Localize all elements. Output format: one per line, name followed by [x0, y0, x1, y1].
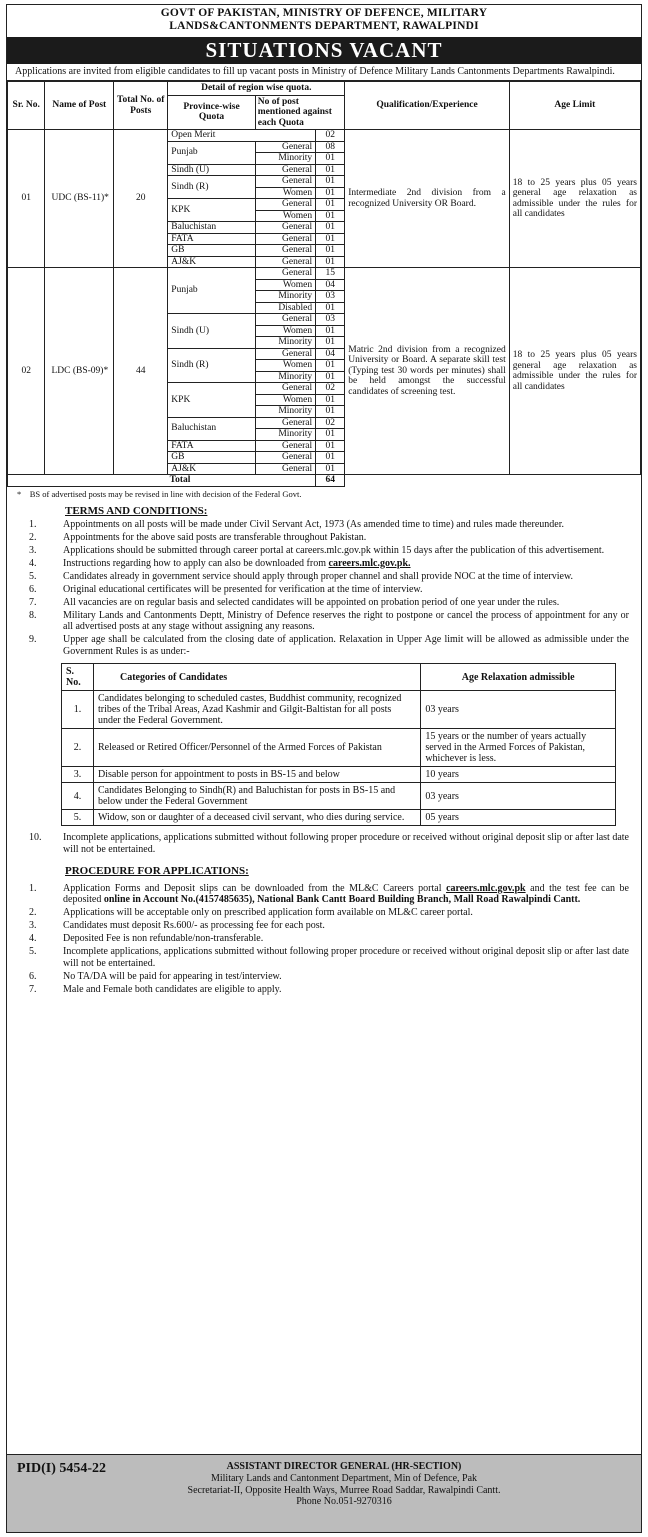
quota-type: General [255, 348, 315, 360]
quota-count: 01 [316, 245, 345, 257]
quota-count: 01 [316, 360, 345, 372]
terms-item-number: 7. [29, 596, 37, 608]
province-name: KPK [168, 199, 255, 222]
asterisk: * [17, 488, 30, 499]
procedure-title: PROCEDURE FOR APPLICATIONS: [65, 864, 249, 877]
header-post: Name of Post [45, 82, 114, 130]
terms-item-text: Upper age shall be calculated from the closing date of application. Relaxation in Upper Age limit will be allowed as admissible under the Government Rules is as under:- [63, 634, 629, 657]
quota-count: 01 [316, 210, 345, 222]
post-age-limit: 18 to 25 years plus 05 years general age relaxation as admissible under the rules for all candidates [509, 268, 640, 475]
terms-item [29, 634, 629, 657]
terms-item-text: Applications should be submitted through career portal at careers.mlc.gov.pk within 15 days after the publication of this advertisement. [63, 544, 605, 556]
procedure-item-text: Male and Female both candidates are eligible to apply. [63, 983, 282, 995]
quota-type: Minority [255, 406, 315, 418]
post-total: 44 [114, 268, 168, 475]
terms-item [29, 557, 629, 570]
province-name: FATA [168, 440, 255, 452]
post-age-limit: 18 to 25 years plus 05 years general age relaxation as admissible under the rules for all candidates [509, 130, 640, 268]
footnote [7, 487, 641, 501]
quota-type: Minority [255, 291, 315, 303]
terms-item-text: Instructions regarding how to apply can also be downloaded from [63, 557, 326, 569]
total-value: 64 [316, 475, 345, 487]
terms-item [29, 531, 629, 544]
post-qualification: Intermediate 2nd division from a recognized University OR Board. [345, 130, 509, 268]
terms-item-text: Incomplete applications, applications submitted without following proper procedure or received without original deposit slip or after last date will not be entertained. [63, 832, 629, 855]
quota-row [8, 130, 641, 142]
relaxation-category: Released or Retired Officer/Personnel of the Armed Forces of Pakistan [93, 729, 420, 767]
footer-line1: Military Lands and Cantonment Department, Min of Defence, Pak [210, 1472, 478, 1484]
procedure-list [7, 883, 641, 996]
quota-count: 01 [316, 337, 345, 349]
terms-item-text: Appointments on all posts will be made under Civil Servant Act, 1973 (As amended time to time) and rules made thereunder. [63, 518, 565, 530]
quota-type: Minority [255, 429, 315, 441]
terms-item-text: All vacancies are on regular basis and selected candidates will be appointed on probation period of one year under the rules. [63, 596, 560, 608]
quota-type: General [255, 440, 315, 452]
procedure-item-number: 5. [29, 946, 37, 957]
province-name: Open Merit [168, 130, 316, 142]
relaxation-category: Candidates belonging to scheduled castes, Buddhist community, recognized tribes of the Tribal Areas, Azad Kashmir and Gilgit-Baltistan for all posts under the Federal Government. [93, 691, 420, 729]
procedure-item [29, 933, 629, 945]
terms-item-number: 1. [29, 518, 37, 530]
quota-count: 03 [316, 314, 345, 326]
quota-count: 01 [316, 325, 345, 337]
quota-type: Women [255, 394, 315, 406]
terms-title: TERMS AND CONDITIONS: [65, 504, 208, 517]
quota-count: 02 [316, 130, 345, 142]
quota-count: 15 [316, 268, 345, 280]
quota-type: General [255, 268, 315, 280]
header-line2: LANDS&CANTONMENTS DEPARTMENT, RAWALPINDI [169, 20, 479, 32]
quota-count: 02 [316, 383, 345, 395]
banner-title: SITUATIONS VACANT [7, 37, 641, 64]
province-name: Baluchistan [168, 417, 255, 440]
terms-item-number: 9. [29, 634, 37, 645]
terms-list-continued [7, 832, 641, 855]
relaxation-age: 05 years [421, 810, 616, 826]
vacancy-table [7, 81, 641, 487]
procedure-item [29, 946, 629, 969]
terms-item-number: 10. [29, 832, 42, 843]
quota-type: General [255, 314, 315, 326]
procedure-item1-pre: Application Forms and Deposit slips can be downloaded from the ML&C Careers portal [63, 882, 442, 894]
quota-count: 01 [316, 406, 345, 418]
quota-count: 01 [316, 233, 345, 245]
province-name: Sindh (U) [168, 314, 255, 349]
relaxation-age: 03 years [421, 783, 616, 810]
footer-title: ASSISTANT DIRECTOR GENERAL (HR-SECTION) [226, 1461, 462, 1472]
province-name: Baluchistan [168, 222, 255, 234]
advertisement-frame [6, 4, 642, 1533]
header-no-of-posts: No of post mentioned against each Quota [255, 95, 345, 130]
post-qualification: Matric 2nd division from a recognized University or Board. A separate skill test (Typing test 30 words per minutes) shall be held amongst the successful candidates of screening test. [345, 268, 509, 475]
post-total: 20 [114, 130, 168, 268]
province-name: Punjab [168, 141, 255, 164]
relaxation-age: 15 years or the number of years actually served in the Armed Forces of Pakistan, whichever is less. [421, 729, 616, 767]
procedure-item [29, 970, 629, 983]
header [7, 5, 641, 33]
terms-item-number: 2. [29, 531, 37, 543]
province-name: AJ&K [168, 256, 255, 268]
quota-type: General [255, 256, 315, 268]
footer-line2: Secretariat-II, Opposite Health Ways, Murree Road Saddar, Rawalpindi Cantt. [187, 1484, 501, 1496]
relaxation-row [62, 783, 616, 810]
procedure-item [29, 907, 629, 919]
relaxation-row [62, 810, 616, 826]
terms-item-number: 3. [29, 544, 37, 556]
quota-type: General [255, 383, 315, 395]
footnote-text: BS of advertised posts may be revised in line with decision of the Federal Govt. [29, 488, 302, 499]
procedure-item-number: 2. [29, 907, 37, 918]
post-name: UDC (BS-11)* [45, 130, 114, 268]
quota-type: General [255, 463, 315, 475]
bank-account-details: online in Account No.(4157485635), National Bank Cantt Board Building Branch, Mall Road Rawalpindi Cantt. [103, 894, 581, 905]
quota-type: Women [255, 210, 315, 222]
terms-item-text: Original educational certificates will be presented for verification at the time of interview. [63, 583, 423, 595]
relaxation-sno: 1. [62, 691, 94, 729]
quota-type: General [255, 452, 315, 464]
relaxation-sno: 3. [62, 767, 94, 783]
terms-item [29, 570, 629, 583]
quota-count: 01 [316, 429, 345, 441]
header-sr: Sr. No. [8, 82, 45, 130]
total-label: Total [8, 475, 316, 487]
procedure-item-1: 1. Application Forms and Deposit slips can be downloaded from the ML&C Careers portal careers.mlc.gov.pk and the test fee can be deposited online in Account No.(4157485635), National Bank Cantt Board Building Branch, Mall Road Rawalpindi Cantt. [29, 882, 630, 905]
quota-type: Minority [255, 371, 315, 383]
terms-item-number: 6. [29, 583, 37, 595]
province-name: Punjab [168, 268, 255, 314]
quota-count: 01 [316, 371, 345, 383]
procedure-item [29, 920, 629, 932]
quota-count: 01 [316, 222, 345, 234]
terms-item [29, 544, 629, 557]
quota-type: General [255, 141, 315, 153]
quota-count: 01 [316, 176, 345, 188]
terms-item [29, 518, 629, 531]
terms-item-text: Military Lands and Cantonments Deptt, Ministry of Defence reserves the right to postpone or cancel the process of appointment for any or all advertised posts at any stage without assigning any reasons. [63, 609, 629, 632]
quota-type: Minority [255, 153, 315, 165]
province-name: AJ&K [168, 463, 255, 475]
quota-count: 01 [316, 463, 345, 475]
relaxation-sno: 5. [62, 810, 94, 826]
relaxation-category: Candidates Belonging to Sindh(R) and Baluchistan for posts in BS-15 and below under the Federal Government [93, 783, 420, 810]
post-sr-no: 01 [8, 130, 45, 268]
quota-row [8, 268, 641, 280]
careers-link[interactable]: careers.mlc.gov.pk. [328, 557, 411, 569]
relaxation-category: Disable person for appointment to posts in BS-15 and below [93, 767, 420, 783]
header-total: Total No. of Posts [114, 82, 168, 130]
terms-item-10 [29, 832, 629, 855]
quota-type: General [255, 245, 315, 257]
quota-count: 01 [316, 256, 345, 268]
quota-count: 01 [316, 187, 345, 199]
procedure-item-text: Applications will be acceptable only on prescribed application form available on ML&C career portal. [63, 907, 473, 918]
terms-item-text: Appointments for the above said posts are transferable throughout Pakistan. [63, 531, 367, 543]
relaxation-row [62, 729, 616, 767]
header-detail: Detail of region wise quota. [168, 82, 345, 96]
intro-text: Applications are invited from eligible candidates to fill up vacant posts in Ministry of Defence Military Lands Cantonments Departments Rawalpindi. [7, 64, 641, 81]
quota-count: 01 [316, 452, 345, 464]
header-age: Age Limit [509, 82, 640, 130]
terms-list [7, 519, 641, 658]
relaxation-row [62, 691, 616, 729]
quota-type: General [255, 164, 315, 176]
careers-portal-link[interactable]: careers.mlc.gov.pk [446, 882, 526, 894]
province-name: FATA [168, 233, 255, 245]
terms-item-number: 8. [29, 609, 37, 621]
relax-header-age: Age Relaxation admissible [421, 664, 616, 691]
quota-type: General [255, 233, 315, 245]
quota-count: 03 [316, 291, 345, 303]
quota-type: General [255, 199, 315, 211]
quota-type: Women [255, 279, 315, 291]
procedure-item-number: 3. [29, 920, 37, 931]
procedure-item-number: 4. [29, 933, 37, 944]
quota-type: Women [255, 360, 315, 372]
province-name: GB [168, 452, 255, 464]
province-name: GB [168, 245, 255, 257]
relaxation-sno: 2. [62, 729, 94, 767]
procedure-item-number: 7. [29, 983, 37, 995]
quota-count: 01 [316, 394, 345, 406]
footer-phone: Phone No.051-9270316 [296, 1496, 392, 1508]
footer [7, 1454, 641, 1532]
province-name: KPK [168, 383, 255, 418]
terms-item [29, 609, 629, 633]
relaxation-sno: 4. [62, 783, 94, 810]
procedure-item [29, 983, 629, 996]
relaxation-category: Widow, son or daughter of a deceased civil servant, who dies during service. [93, 810, 420, 826]
relax-header-sno: S. No. [62, 664, 94, 691]
relaxation-age: 10 years [421, 767, 616, 783]
quota-count: 02 [316, 417, 345, 429]
relax-header-category: Categories of Candidates [93, 664, 420, 691]
quota-count: 01 [316, 302, 345, 314]
header-line1: GOVT OF PAKISTAN, MINISTRY OF DEFENCE, MILITARY [160, 7, 488, 19]
quota-type: Minority [255, 337, 315, 349]
procedure-item-text: Candidates must deposit Rs.600/- as processing fee for each post. [63, 920, 325, 931]
quota-type: Disabled [255, 302, 315, 314]
terms-item [29, 583, 629, 596]
header-province: Province-wise Quota [168, 95, 255, 130]
province-name: Sindh (R) [168, 348, 255, 383]
relaxation-age: 03 years [421, 691, 616, 729]
terms-item-text: Candidates already in government service should apply through proper channel and shall provide NOC at the time of interview. [63, 570, 574, 582]
province-name: Sindh (R) [168, 176, 255, 199]
quota-count: 01 [316, 153, 345, 165]
procedure-item-text: Incomplete applications, applications submitted without following proper procedure or received without original deposit slip or after last date will not be entertained. [63, 946, 629, 969]
quota-type: General [255, 417, 315, 429]
quota-count: 01 [316, 164, 345, 176]
pid-number: PID(I) 5454-22 [17, 1461, 107, 1476]
quota-count: 01 [316, 199, 345, 211]
age-relaxation-table [61, 663, 616, 826]
quota-count: 01 [316, 440, 345, 452]
province-name: Sindh (U) [168, 164, 255, 176]
procedure-item-text: Deposited Fee is non refundable/non-transferable. [63, 933, 264, 944]
procedure-item-text: No TA/DA will be paid for appearing in test/interview. [63, 970, 282, 982]
quota-type: General [255, 176, 315, 188]
terms-item-number: 4. [29, 557, 37, 569]
quota-count: 08 [316, 141, 345, 153]
procedure-item-number: 6. [29, 970, 37, 982]
post-name: LDC (BS-09)* [45, 268, 114, 475]
quota-count: 04 [316, 348, 345, 360]
quota-type: Women [255, 325, 315, 337]
relaxation-row [62, 767, 616, 783]
terms-item-number: 5. [29, 570, 37, 582]
quota-type: Women [255, 187, 315, 199]
procedure-item1-mid: and the test fee can be deposited [63, 882, 630, 905]
post-sr-no: 02 [8, 268, 45, 475]
quota-type: General [255, 222, 315, 234]
quota-count: 04 [316, 279, 345, 291]
header-qualification: Qualification/Experience [345, 82, 509, 130]
terms-item [29, 596, 629, 609]
